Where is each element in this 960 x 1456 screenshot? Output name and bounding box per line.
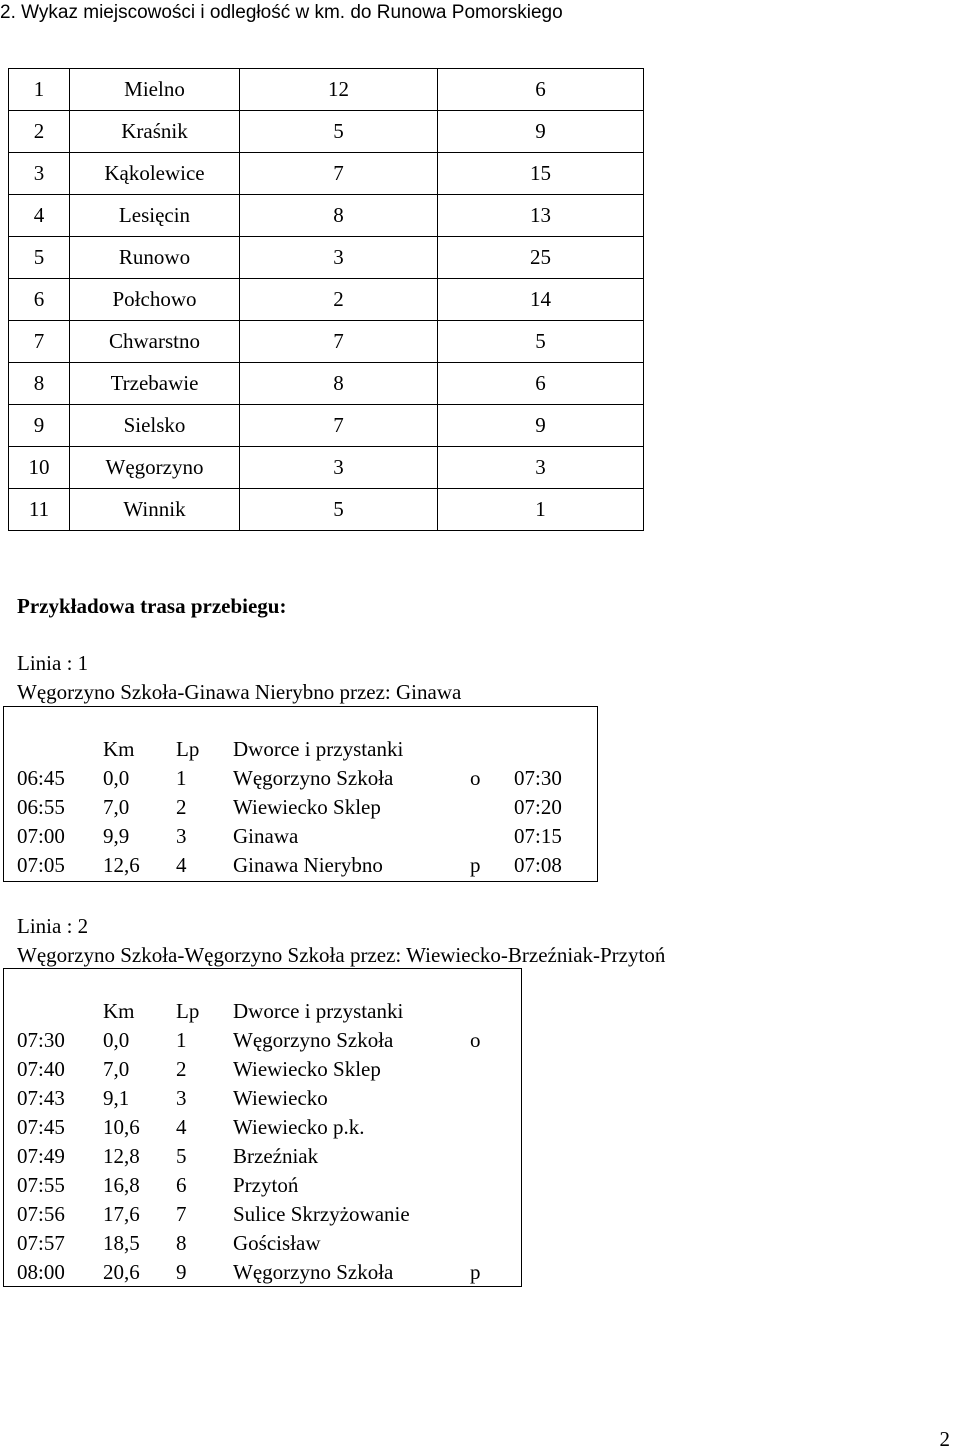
- km-value: 7,0: [103, 795, 130, 819]
- table-row: [9, 321, 644, 363]
- table-cell-name: Sielsko: [70, 405, 240, 447]
- stop-name: Węgorzyno Szkoła: [233, 1260, 394, 1284]
- schedule-row: [0, 764, 600, 793]
- lp-value: 4: [176, 1115, 187, 1139]
- lp-value: 2: [176, 1057, 187, 1081]
- km-value: 12,8: [103, 1144, 140, 1168]
- table-cell-name: Kraśnik: [70, 111, 240, 153]
- stop-name: Gościsław: [233, 1231, 321, 1255]
- stop-name: Ginawa: [233, 824, 299, 848]
- departure-time: 07:40: [17, 1057, 65, 1081]
- km-value: 10,6: [103, 1115, 140, 1139]
- table-row: [9, 363, 644, 405]
- table-cell-distance: 3: [240, 447, 438, 489]
- table-cell-distance-to-runowo: 9: [438, 111, 644, 153]
- departure-time: 07:55: [17, 1173, 65, 1197]
- km-value: 18,5: [103, 1231, 140, 1255]
- table-cell-distance-to-runowo: 6: [438, 363, 644, 405]
- line2-label: Linia : 2: [17, 914, 89, 938]
- stop-flag: p: [470, 1260, 481, 1284]
- table-cell-distance-to-runowo: 6: [438, 69, 644, 111]
- stop-name: Wiewiecko: [233, 1086, 328, 1110]
- departure-time: 07:49: [17, 1144, 65, 1168]
- table-cell-distance-to-runowo: 25: [438, 237, 644, 279]
- schedule-row: [0, 1171, 524, 1200]
- schedule-row: [0, 1258, 524, 1287]
- lp-value: 9: [176, 1260, 187, 1284]
- table-cell-distance-to-runowo: 15: [438, 153, 644, 195]
- schedule-header-row: [0, 735, 600, 764]
- return-time: 07:20: [514, 795, 562, 819]
- table-cell-distance: 2: [240, 279, 438, 321]
- km-value: 17,6: [103, 1202, 140, 1226]
- stop-flag: o: [470, 1028, 481, 1052]
- header-km: Km: [103, 737, 135, 761]
- table-cell-distance: 7: [240, 153, 438, 195]
- departure-time: 07:05: [17, 853, 65, 877]
- stop-flag: p: [470, 853, 481, 877]
- schedule-row: [0, 822, 600, 851]
- schedule-row: [0, 1113, 524, 1142]
- departure-time: 07:00: [17, 824, 65, 848]
- header-km: Km: [103, 999, 135, 1023]
- departure-time: 07:45: [17, 1115, 65, 1139]
- table-cell-name: Kąkolewice: [70, 153, 240, 195]
- return-time: 07:30: [514, 766, 562, 790]
- table-cell-lp: 3: [9, 153, 70, 195]
- section-title: 2. Wykaz miejscowości i odległość w km. do Runowa Pomorskiego: [0, 2, 563, 23]
- lp-value: 4: [176, 853, 187, 877]
- table-cell-name: Runowo: [70, 237, 240, 279]
- table-cell-lp: 11: [9, 489, 70, 531]
- return-time: 07:15: [514, 824, 562, 848]
- table-cell-name: Połchowo: [70, 279, 240, 321]
- table-row: [9, 279, 644, 321]
- table-row: [9, 69, 644, 111]
- table-cell-distance-to-runowo: 9: [438, 405, 644, 447]
- table-cell-name: Trzebawie: [70, 363, 240, 405]
- return-time: 07:08: [514, 853, 562, 877]
- lp-value: 2: [176, 795, 187, 819]
- schedule-row: [0, 1055, 524, 1084]
- table-cell-lp: 6: [9, 279, 70, 321]
- page-number: 2: [939, 1427, 950, 1451]
- table-cell-lp: 8: [9, 363, 70, 405]
- schedule-row: [0, 793, 600, 822]
- table-cell-lp: 2: [9, 111, 70, 153]
- table-cell-lp: 9: [9, 405, 70, 447]
- stop-flag: o: [470, 766, 481, 790]
- table-cell-distance: 8: [240, 363, 438, 405]
- stop-name: Węgorzyno Szkoła: [233, 766, 394, 790]
- table-cell-name: Mielno: [70, 69, 240, 111]
- table-cell-distance-to-runowo: 14: [438, 279, 644, 321]
- table-cell-lp: 1: [9, 69, 70, 111]
- table-row: [9, 111, 644, 153]
- schedule-row: [0, 1084, 524, 1113]
- lp-value: 3: [176, 1086, 187, 1110]
- table-cell-name: Węgorzyno: [70, 447, 240, 489]
- table-row: [9, 195, 644, 237]
- table-cell-distance-to-runowo: 3: [438, 447, 644, 489]
- km-value: 12,6: [103, 853, 140, 877]
- table-cell-distance: 8: [240, 195, 438, 237]
- line1-schedule: [0, 706, 600, 882]
- header-lp: Lp: [176, 999, 200, 1023]
- departure-time: 07:30: [17, 1028, 65, 1052]
- line2-schedule: [0, 968, 524, 1287]
- km-value: 20,6: [103, 1260, 140, 1284]
- table-cell-distance: 7: [240, 321, 438, 363]
- table-cell-lp: 5: [9, 237, 70, 279]
- table-cell-lp: 10: [9, 447, 70, 489]
- table-cell-distance-to-runowo: 13: [438, 195, 644, 237]
- lp-value: 1: [176, 766, 187, 790]
- table-row: [9, 489, 644, 531]
- departure-time: 06:55: [17, 795, 65, 819]
- table-cell-name: Winnik: [70, 489, 240, 531]
- table-row: [9, 405, 644, 447]
- schedule-row: [0, 851, 600, 880]
- stop-name: Przytoń: [233, 1173, 299, 1197]
- departure-time: 06:45: [17, 766, 65, 790]
- header-stops: Dworce i przystanki: [233, 999, 404, 1023]
- stop-name: Wiewiecko Sklep: [233, 795, 381, 819]
- schedule-header-row: [0, 997, 524, 1026]
- schedule-row: [0, 1200, 524, 1229]
- table-cell-distance: 12: [240, 69, 438, 111]
- table-cell-distance: 7: [240, 405, 438, 447]
- table-cell-name: Chwarstno: [70, 321, 240, 363]
- departure-time: 07:43: [17, 1086, 65, 1110]
- km-value: 9,9: [103, 824, 130, 848]
- km-value: 9,1: [103, 1086, 130, 1110]
- lp-value: 1: [176, 1028, 187, 1052]
- km-value: 7,0: [103, 1057, 130, 1081]
- line1-label: Linia : 1: [17, 651, 89, 675]
- table-cell-lp: 4: [9, 195, 70, 237]
- stop-name: Wiewiecko p.k.: [233, 1115, 365, 1139]
- stop-name: Sulice Skrzyżowanie: [233, 1202, 410, 1226]
- stop-name: Węgorzyno Szkoła: [233, 1028, 394, 1052]
- lp-value: 5: [176, 1144, 187, 1168]
- table-cell-distance: 3: [240, 237, 438, 279]
- table-row: [9, 237, 644, 279]
- table-cell-distance: 5: [240, 489, 438, 531]
- stop-name: Wiewiecko Sklep: [233, 1057, 381, 1081]
- km-value: 16,8: [103, 1173, 140, 1197]
- line2-route: Węgorzyno Szkoła-Węgorzyno Szkoła przez: Wiewiecko-Brzeźniak-Przytoń: [17, 943, 666, 967]
- table-cell-name: Lesięcin: [70, 195, 240, 237]
- schedule-row: [0, 1142, 524, 1171]
- lp-value: 6: [176, 1173, 187, 1197]
- km-value: 0,0: [103, 1028, 130, 1052]
- table-cell-distance-to-runowo: 5: [438, 321, 644, 363]
- departure-time: 08:00: [17, 1260, 65, 1284]
- distance-table: [8, 68, 644, 531]
- stop-name: Ginawa Nierybno: [233, 853, 383, 877]
- header-lp: Lp: [176, 737, 200, 761]
- table-cell-distance: 5: [240, 111, 438, 153]
- stop-name: Brzeźniak: [233, 1144, 319, 1168]
- km-value: 0,0: [103, 766, 130, 790]
- route-heading: Przykładowa trasa przebiegu:: [17, 594, 287, 618]
- departure-time: 07:56: [17, 1202, 65, 1226]
- table-cell-distance-to-runowo: 1: [438, 489, 644, 531]
- schedule-row: [0, 1026, 524, 1055]
- table-row: [9, 447, 644, 489]
- lp-value: 7: [176, 1202, 187, 1226]
- lp-value: 8: [176, 1231, 187, 1255]
- lp-value: 3: [176, 824, 187, 848]
- table-cell-lp: 7: [9, 321, 70, 363]
- table-row: [9, 153, 644, 195]
- header-stops: Dworce i przystanki: [233, 737, 404, 761]
- schedule-row: [0, 1229, 524, 1258]
- line1-route: Węgorzyno Szkoła-Ginawa Nierybno przez: Ginawa: [17, 680, 462, 704]
- departure-time: 07:57: [17, 1231, 65, 1255]
